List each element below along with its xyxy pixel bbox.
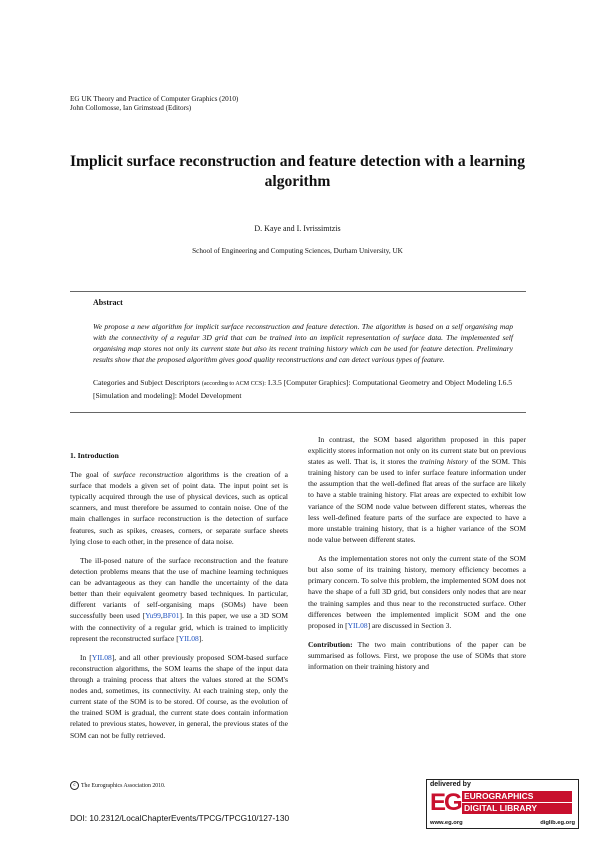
delivered-by-label: delivered by [430, 781, 471, 788]
abstract-bottom-rule [70, 412, 526, 413]
abstract-top-rule [70, 291, 526, 292]
citation-link[interactable]: BF01 [162, 611, 180, 621]
eurographics-library-logo [426, 779, 579, 829]
affiliation: School of Engineering and Computing Sciences, Durham University, UK [192, 247, 403, 255]
paragraph: The goal of surface reconstruction algorithms is the creation of a surface that models a given set of point data. The input point set is typically acquired through the use of physical devices, such as optical scanners, and must therefore be assumed to contain noise. One of the main challenges in surface reconstruction is the detection of surface features, such as spikes, creases, corners, or separate surface sheets lying close to each other, in the presence of data noise. [70, 470, 288, 546]
categories-lead: Categories and Subject Descriptors [93, 378, 200, 387]
column-right [308, 434, 526, 680]
citation-link[interactable]: YIL08 [91, 652, 112, 662]
categories-note: (according to ACM CCS): [201, 381, 266, 387]
citation-link[interactable]: Yu99 [145, 611, 161, 621]
journal-line: EG UK Theory and Practice of Computer Graphics (2010) [70, 95, 239, 103]
abstract-text: We propose a new algorithm for implicit surface reconstruction and feature detection. The algorithm is based on a self organising map with the connectivity of a regular 3D grid that can be trained into an implicit representation of surface data. The implemented self organising map stores not only its current state but also its recent training history which can be used for feature detection. Preliminary results show that the proposed algorithm gives good quality reconstructions and can detect various types of feature. [93, 322, 513, 364]
editors-line: John Collomosse, Ian Grimstead (Editors) [70, 104, 192, 112]
categories-text: I.3.5 [Computer Graphics]: Computational Geometry and Object Modeling I.6.5 [Simulation and modeling]: Model Development [93, 378, 513, 400]
copyright-icon: c [70, 781, 79, 790]
paragraph: The ill-posed nature of the surface reconstruction and the feature detection problems means that the use of machine learning techniques can be advantageous as they can handle the uncertainty of the data better than their equivalent geometry based techniques. In particular, different variants of self-organising maps (SOMs) have been successfully been used [Yu99,BF01]. In this paper, we use a 3D SOM with the connectivity of a regular grid, which is trained to implicitly represent the reconstructed surface [YIL08]. [70, 555, 289, 643]
paper-title: Implicit surface reconstruction and feature detection with a learning algorithm [69, 153, 526, 190]
acm-categories [93, 377, 513, 401]
eg-logo-icon: EG [430, 789, 461, 816]
doi-line: DOI: 10.2312/LocalChapterEvents/TPCG/TPCG10/127-130 [70, 813, 290, 823]
abstract-heading: Abstract [93, 298, 123, 307]
authors: D. Kaye and I. Ivrissimtzis [254, 224, 341, 233]
logo-url-left[interactable]: www.eg.org [430, 820, 463, 826]
column-left [70, 450, 288, 749]
logo-urls [430, 820, 575, 826]
citation-link[interactable]: YIL08 [347, 620, 368, 630]
section-heading: 1. Introduction [70, 451, 119, 460]
citation-link[interactable]: YIL08 [178, 633, 199, 643]
logo-banner-1: EUROGRAPHICS [462, 791, 572, 802]
paragraph: In [YIL08], and all other previously proposed SOM-based surface reconstruction algorithms, the SOM learns the shape of the input data through a training process that alters the values stored at the SOM's nodes and, sometimes, its connectivity. At each training step, only the current state of the SOM is to be stored. Of course, as the evolution of the trained SOM is gradual, the current state does contain information related to previous states, however, in general, the previous states of the SOM can not be fully retrieved. [70, 652, 288, 740]
paragraph: Contribution: The two main contributions of the paper can be summarised as follows. First, we propose the use of SOMs that store information on their training history and [308, 639, 526, 672]
logo-banner-2: DIGITAL LIBRARY [462, 803, 572, 814]
paragraph: In contrast, the SOM based algorithm proposed in this paper explicitly stores information not only on its current state but on previous states as well. That is, it stores the training history of the SOM. This training history can be used to infer surface feature information under the assumption that the well-defined flat areas of the surface are likely to have a stable training history. Flat areas are expected to exhibit low variance of the SOM node value between different states, whereas the less well-defined feature parts of the surface are expected to have a more unstable training history, that is a higher variance of the SOM node value between different states. [308, 435, 526, 544]
paragraph: As the implementation stores not only the current state of the SOM but also some of its training history, memory efficiency becomes a primary concern. To solve this problem, the implemented SOM does not have the shape of a full 3D grid, but considers only nodes that are near the training samples and thus near to the reconstructed surface. Other differences between the implemented implicit SOM and the one proposed in [YIL08] are discussed in Section 3. [308, 554, 526, 630]
logo-url-right[interactable]: diglib.eg.org [540, 820, 575, 826]
copyright-notice: c The Eurographics Association 2010. [70, 781, 165, 790]
